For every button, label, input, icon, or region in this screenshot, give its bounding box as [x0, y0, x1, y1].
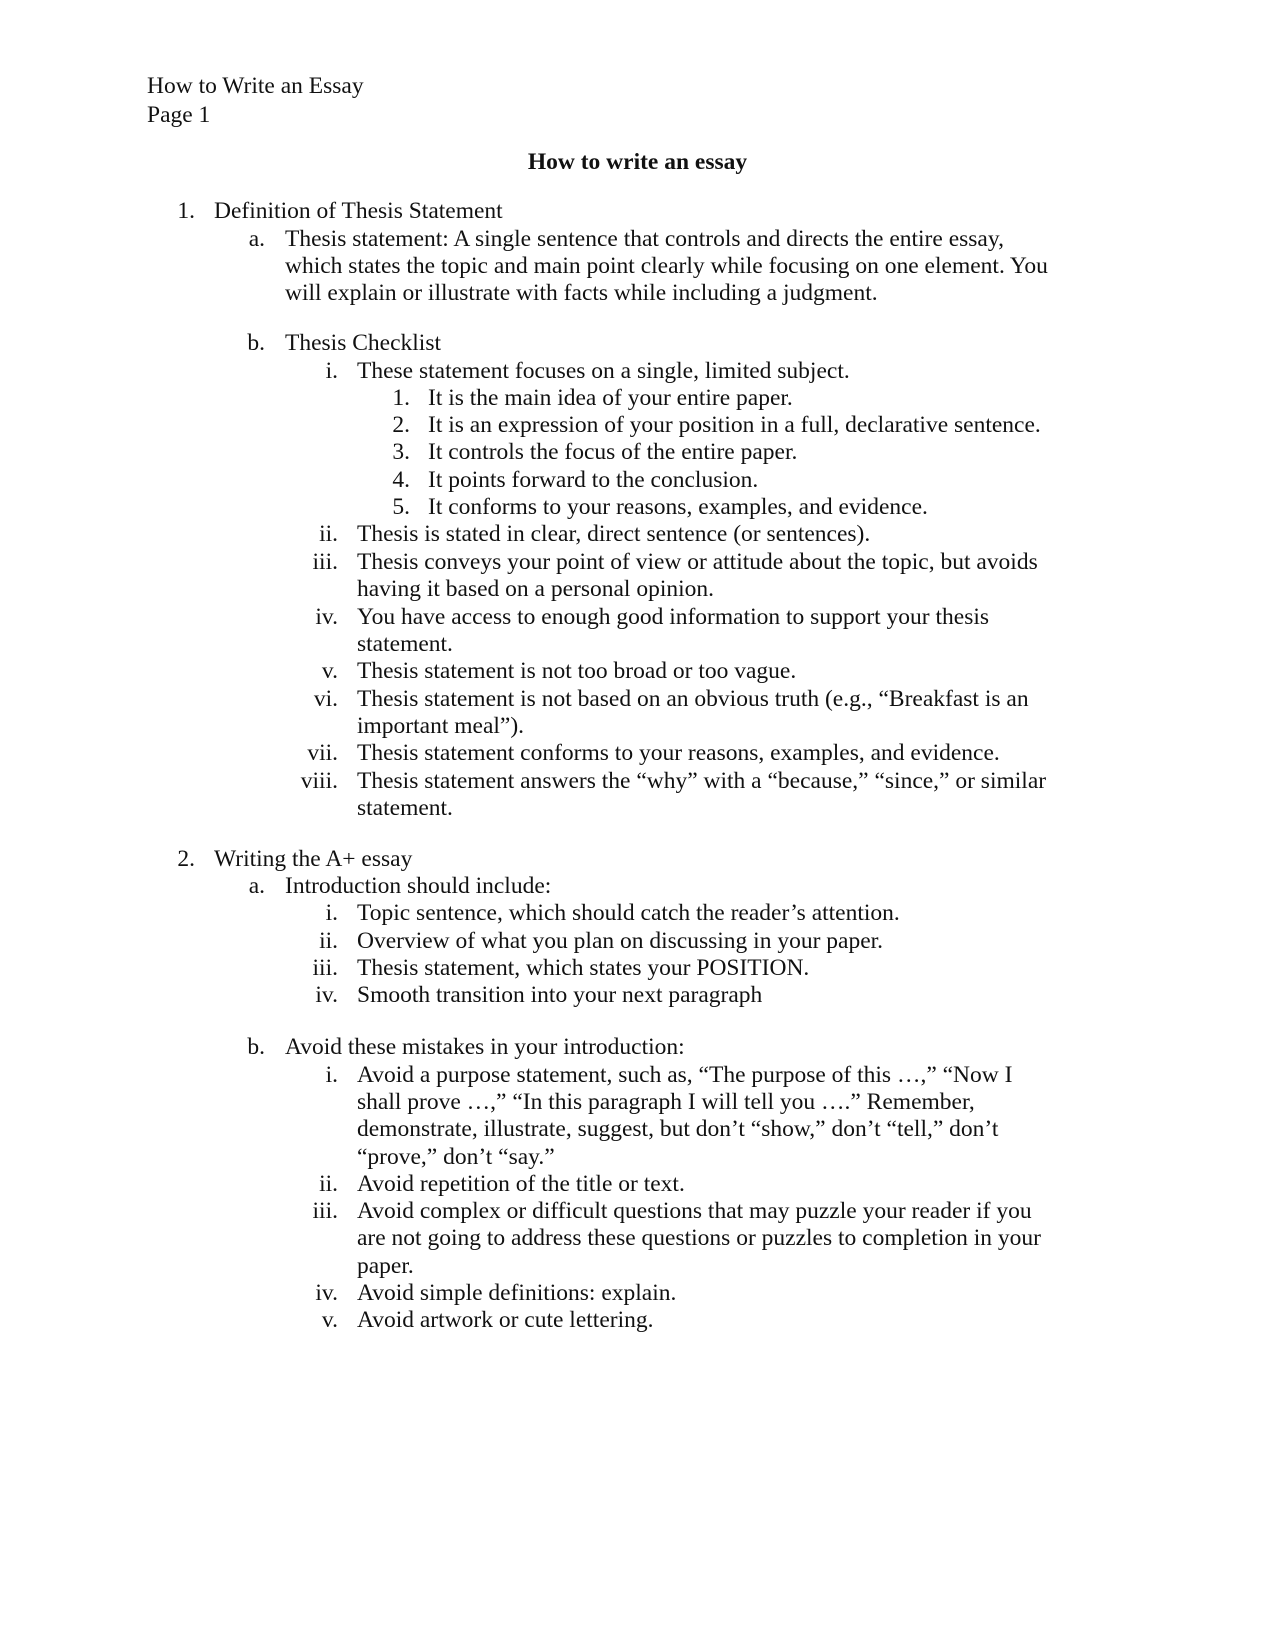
intro-iii-text: Thesis statement, which states your POSITION.: [357, 955, 810, 981]
mistakes-iv-text: Avoid simple definitions: explain.: [357, 1280, 677, 1306]
intro-ii-text: Overview of what you plan on discussing in your paper.: [357, 928, 884, 954]
mistakes-i-line-2: shall prove …,” “In this paragraph I will tell you ….” Remember,: [357, 1089, 975, 1115]
mistakes-iii-line-2: are not going to address these questions or puzzles to completion in your: [357, 1225, 1041, 1251]
item-2a-heading: Introduction should include:: [285, 873, 552, 899]
checklist-i-text: These statement focuses on a single, limited subject.: [357, 358, 850, 384]
intro-iv-marker: iv.: [315, 982, 338, 1008]
checklist-v-text: Thesis statement is not too broad or too vague.: [357, 658, 797, 684]
mistakes-v-marker: v.: [321, 1307, 338, 1333]
checklist-iii-line-1: Thesis conveys your point of view or attitude about the topic, but avoids: [357, 549, 1038, 575]
item-2b-heading: Avoid these mistakes in your introduction:: [285, 1034, 685, 1060]
intro-iv-text: Smooth transition into your next paragraph: [357, 982, 763, 1008]
checklist-iv-marker: iv.: [315, 604, 338, 630]
checklist-viii-line-2: statement.: [357, 795, 453, 821]
item-1a-marker: a.: [248, 226, 265, 252]
intro-i-text: Topic sentence, which should catch the reader’s attention.: [357, 900, 900, 926]
checklist-vii-marker: vii.: [307, 740, 338, 766]
checklist-iv-line-1: You have access to enough good information to support your thesis: [357, 604, 990, 630]
mistakes-i-line-3: demonstrate, illustrate, suggest, but don’t “show,” don’t “tell,” don’t: [357, 1116, 999, 1142]
checklist-iii-line-2: having it based on a personal opinion.: [357, 576, 714, 602]
header-doc-title: How to Write an Essay: [147, 73, 364, 99]
checklist-viii-marker: viii.: [300, 768, 338, 794]
intro-ii-marker: ii.: [319, 928, 338, 954]
checklist-i-sub-3-marker: 3.: [392, 439, 410, 465]
checklist-i-marker: i.: [325, 358, 338, 384]
item-1a-line-2: which states the topic and main point clearly while focusing on one element. You: [285, 253, 1048, 279]
mistakes-i-marker: i.: [325, 1062, 338, 1088]
checklist-i-sub-3-text: It controls the focus of the entire paper.: [428, 439, 798, 465]
checklist-v-marker: v.: [321, 658, 338, 684]
checklist-i-sub-2-text: It is an expression of your position in a full, declarative sentence.: [428, 412, 1041, 438]
mistakes-iii-line-1: Avoid complex or difficult questions that may puzzle your reader if you: [357, 1198, 1032, 1224]
mistakes-v-text: Avoid artwork or cute lettering.: [357, 1307, 654, 1333]
document-title: How to write an essay: [527, 149, 748, 175]
section-1-number: 1.: [177, 198, 195, 224]
item-2b-marker: b.: [247, 1034, 265, 1060]
mistakes-iii-marker: iii.: [312, 1198, 338, 1224]
checklist-i-sub-1-marker: 1.: [392, 385, 410, 411]
checklist-i-sub-5-text: It conforms to your reasons, examples, and evidence.: [428, 494, 928, 520]
checklist-vi-line-2: important meal”).: [357, 713, 525, 739]
checklist-i-sub-4-marker: 4.: [392, 467, 410, 493]
checklist-i-sub-2-marker: 2.: [392, 412, 410, 438]
intro-iii-marker: iii.: [312, 955, 338, 981]
checklist-ii-text: Thesis is stated in clear, direct sentence (or sentences).: [357, 521, 871, 547]
item-1a-line-1: Thesis statement: A single sentence that controls and directs the entire essay,: [285, 226, 1004, 252]
header-page-label: Page 1: [147, 102, 211, 128]
item-1b-marker: b.: [247, 330, 265, 356]
checklist-vii-text: Thesis statement conforms to your reasons, examples, and evidence.: [357, 740, 1000, 766]
checklist-i-sub-1-text: It is the main idea of your entire paper.: [428, 385, 793, 411]
section-2-heading: Writing the A+ essay: [214, 846, 413, 872]
running-header: [147, 72, 364, 130]
mistakes-iv-marker: iv.: [315, 1280, 338, 1306]
intro-i-marker: i.: [325, 900, 338, 926]
checklist-viii-line-1: Thesis statement answers the “why” with a “because,” “since,” or similar: [357, 768, 1047, 794]
checklist-vi-marker: vi.: [313, 686, 338, 712]
mistakes-ii-marker: ii.: [319, 1171, 338, 1197]
checklist-i-sub-5-marker: 5.: [392, 494, 410, 520]
mistakes-i-line-4: “prove,” don’t “say.”: [357, 1144, 555, 1170]
item-2a-marker: a.: [248, 873, 265, 899]
checklist-ii-marker: ii.: [319, 521, 338, 547]
mistakes-i-line-1: Avoid a purpose statement, such as, “The purpose of this …,” “Now I: [357, 1062, 1013, 1088]
section-2-number: 2.: [177, 846, 195, 872]
checklist-iv-line-2: statement.: [357, 631, 453, 657]
item-1b-heading: Thesis Checklist: [285, 330, 441, 356]
mistakes-ii-text: Avoid repetition of the title or text.: [357, 1171, 685, 1197]
checklist-vi-line-1: Thesis statement is not based on an obvious truth (e.g., “Breakfast is an: [357, 686, 1029, 712]
item-1a-line-3: will explain or illustrate with facts while including a judgment.: [285, 280, 878, 306]
checklist-i-sub-4-text: It points forward to the conclusion.: [428, 467, 759, 493]
section-1-heading: Definition of Thesis Statement: [214, 198, 503, 224]
checklist-iii-marker: iii.: [312, 549, 338, 575]
mistakes-iii-line-3: paper.: [357, 1253, 414, 1279]
